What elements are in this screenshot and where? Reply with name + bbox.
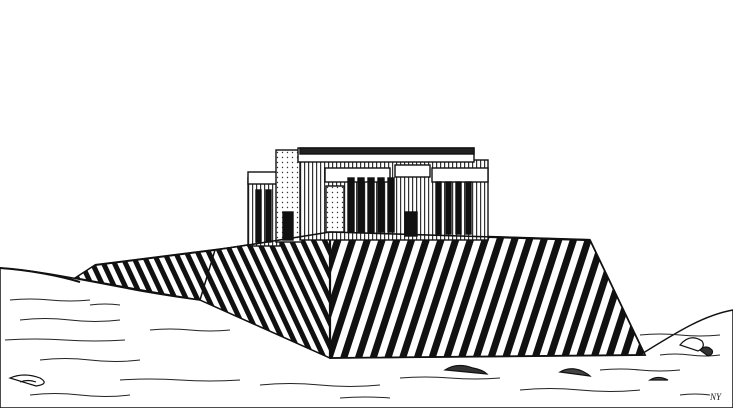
platform-front-face: [330, 232, 645, 358]
temple-building: [248, 148, 488, 246]
artist-signature: NY: [709, 392, 721, 402]
